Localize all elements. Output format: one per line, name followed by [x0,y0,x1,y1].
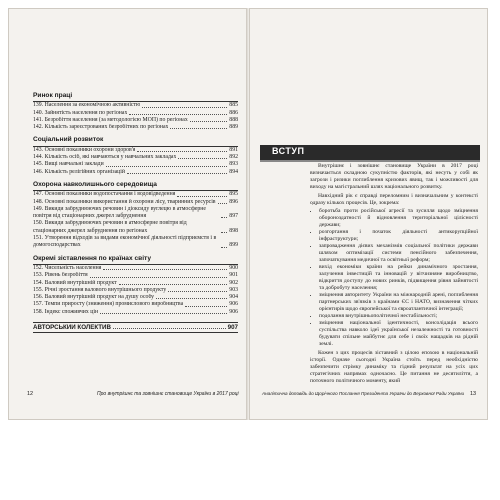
toc-entry: 146. Кількість релігійних організацій 894 [33,168,238,175]
left-page [8,8,247,420]
paragraph: Кожен з цих процесів зіставний з цілою епохою в національній історії. Одначе сьогодні Україна стоїть перед необхідністю забезпечити стрімку динаміку та гідний результат на усіх цих стратегічних напрямах одночасно. Це питання не десятиліття, а поточного політичного моменту, який [310,349,478,384]
toc-entry: 158. Індекс споживчих цін 906 [33,308,238,315]
list-item: • розгортання і початок діяльності антикорупційної інфраструктури; [319,229,478,243]
paragraph: Внутрішнє і зовнішнє становище України в 2017 році визначається складною сукупністю факторів, які несуть у собі як загрози і ризики поглиблення кризових явищ, так і можливості для виходу на магістральний шлях національного розвитку. [310,163,478,190]
toc-section-title: Окремі зіставлення по країнах світу [33,254,152,262]
page-number: 12 [27,391,34,397]
toc-entry: 157. Темпи приросту (зниження) промислового виробництва 906 [33,301,238,308]
bullet-list [310,208,478,348]
toc-entry: 141. Безробіття населення (за методологією МОП) по регіонах 888 [33,116,238,123]
toc-entry: 142. Кількість зареєстрованих безробітних по регіонах 889 [33,124,238,131]
toc-entry: 156. Валовий внутрішній продукт на душу особу 904 [33,294,238,301]
background-surface [8,420,492,492]
list-item: • подолання внутрішньополітичної нестабільності; [319,313,478,320]
toc-entry: 150. Викиди забруднюючих речовин в атмосферне повітря від стаціонарних джерел забруднення по регіонах 898 [33,220,238,234]
page-footer: Про внутрішнє та зовнішнє становище України в 2017 році [97,391,239,397]
list-item: • зміцнення авторитету України на міжнародній арені, поглиблення партнерських зв'язків з країнами ЄС і НАТО, визначення чітких орієнтирів щодо європейської та євроатлантичної інтеграції; [319,292,478,313]
right-page [249,8,488,420]
section-heading-banner [260,145,480,162]
paragraph: Навхідний рік є справді переломним і визначальним у контексті одразу кількох процесів. Це, зокрема: [310,192,478,206]
toc-entry: 152. Чисельність населення 900 [33,264,238,271]
toc-entry: 148. Основні показники використання й охорони лісу, тваринних ресурсів 896 [33,198,238,205]
book-spread [8,8,492,492]
table-of-contents [33,87,238,333]
toc-entry: 155. Річні зростання валового внутрішнього продукту 903 [33,286,238,293]
toc-entry: 147. Основні показники водопостачання і водовідведення 895 [33,191,238,198]
toc-entry: 139. Населення за економічною активністю 885 [33,102,238,109]
list-item: • боротьба проти російської агресії та зусилля щодо зміцнення обороноздатності й відновлення територіальної цілісності держави; [319,208,478,229]
toc-entry: 149. Викиди забруднюючих речовин і діоксиду вуглецю в атмосферне повітря від стаціонарних джерел забруднення 897 [33,205,238,220]
list-item: • вихід економіки країни на рейки динамічного зростання, залучення інвестицій та інновацій у вітчизняне виробництво, відкриття доступу до нових ринків, підвищення рівня зайнятості та добробуту населення; [319,264,478,292]
toc-section-title: Ринок праці [33,92,73,99]
section-heading: ВСТУП [272,146,305,156]
toc-entry: 140. Зайнятість населення по регіонах 886 [33,109,238,116]
toc-entry: 144. Кількість осіб, які навчаються у навчальних закладах 892 [33,154,238,161]
toc-entry: 145. Вищі навчальні заклади 893 [33,161,238,168]
toc-entry: 151. Утворення відходів за видами економічної діяльності підприємств і в домогосподарствах 899 [33,235,238,249]
toc-entry: 153. Рівень безробіття 901 [33,272,238,279]
list-item: • зміцнення національної ідентичності, консолідація всього суспільства навколо ідеї української незалежності та готовності будувати спільне майбутнє для себе і своїх нащадків на рідній землі. [319,320,478,348]
toc-section-title: Соціальний розвиток [33,136,104,144]
list-item: • запровадження дієвих механізмів соціальної політики держави шляхом оптимізації системи пенсійного забезпечення, започаткування медичної та освітньої реформ; [319,243,478,264]
toc-entry: 143. Основні показники охорони здоров'я 891 [33,146,238,153]
toc-entry: 154. Валовий внутрішній продукт 902 [33,279,238,286]
toc-section-title: Охорона навколишнього середовища [33,180,157,188]
page-footer: Аналітична доповідь до Щорічного Послання Президента України до Верховної Ради України [262,391,465,396]
page-number: 13 [470,391,477,397]
toc-authors-entry: АВТОРСЬКИЙ КОЛЕКТИВ 907 [33,322,238,333]
body-text [310,163,478,386]
